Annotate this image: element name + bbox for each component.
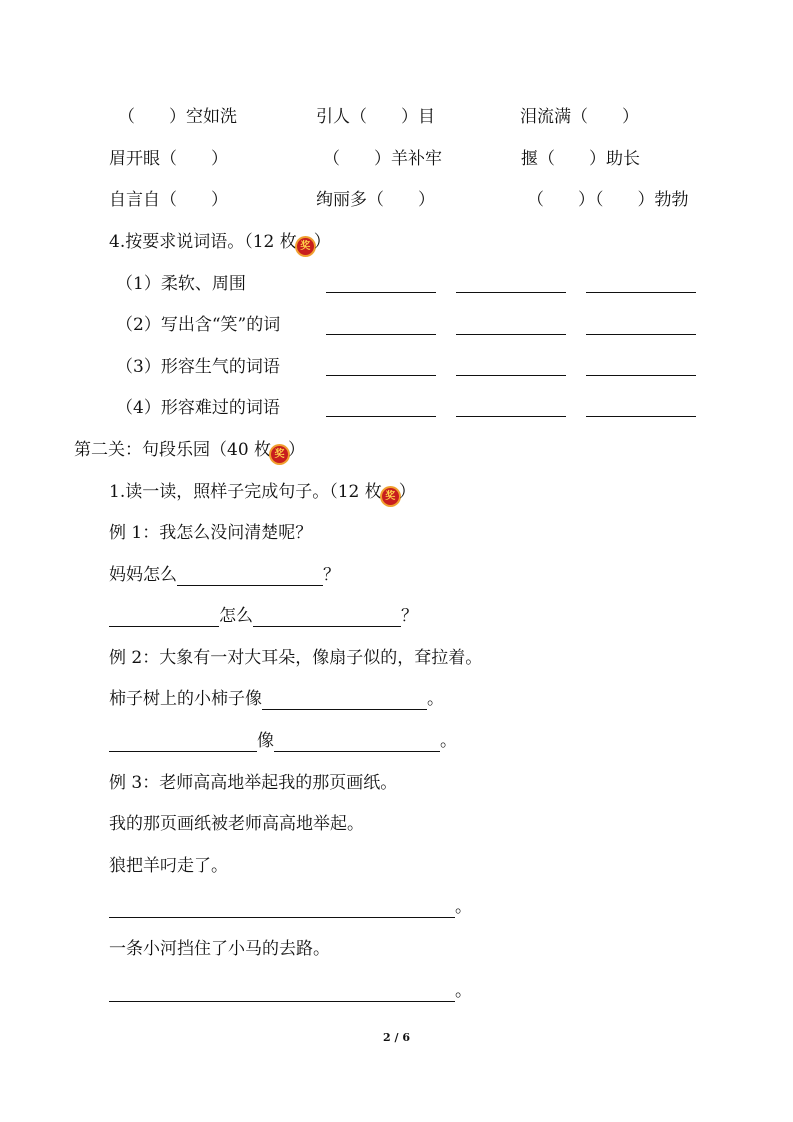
q4-item-1-blank-3[interactable] <box>586 292 696 293</box>
ex2-b-mid: 像 <box>257 731 274 751</box>
award-medal-icon: 奖 <box>271 446 288 463</box>
ex3-sentence-1: 狼把羊叼走了。 <box>109 856 228 876</box>
award-medal-icon: 奖 <box>382 488 399 505</box>
q4-item-4: （4）形容难过的词语 <box>116 398 280 418</box>
q4-item-4-blank-3[interactable] <box>586 416 696 417</box>
ex2-a-prefix: 柿子树上的小柿子像 <box>109 689 262 709</box>
idiom-2-3: 揠（ ）助长 <box>521 149 640 169</box>
ex2-a-suffix: 。 <box>427 689 444 709</box>
ex3-answer-2 <box>109 980 472 1002</box>
idiom-3-2: 绚丽多（ ） <box>316 190 435 210</box>
idiom-1-1: （ ）空如洗 <box>118 107 237 127</box>
q4-item-2: （2）写出含“笑”的词 <box>116 315 281 335</box>
q4-item-2-blank-1[interactable] <box>326 334 436 335</box>
example-3: 例 3：老师高高地举起我的那页画纸。 <box>109 773 398 793</box>
q4-title-close: ） <box>313 232 331 252</box>
q4-title <box>109 231 331 255</box>
section-2-title <box>74 439 305 463</box>
q4-item-3-blank-1[interactable] <box>326 375 436 376</box>
q4-item-1-blank-2[interactable] <box>456 292 566 293</box>
ex3-answer-1-suffix: 。 <box>455 897 472 917</box>
ex2-answer-a <box>109 688 444 710</box>
ex1-answer-a <box>109 564 340 586</box>
ex3-answer-2-suffix: 。 <box>455 981 472 1001</box>
q4-item-1: （1）柔软、周围 <box>116 274 246 294</box>
section-2-title-close: ） <box>288 440 306 460</box>
ex3-answer-2-blank[interactable] <box>109 983 455 1002</box>
q4-item-3-blank-2[interactable] <box>456 375 566 376</box>
award-medal-icon: 奖 <box>297 238 314 255</box>
q4-item-1-blank-1[interactable] <box>326 292 436 293</box>
idiom-2-1: 眉开眼（ ） <box>109 149 228 169</box>
q1-title <box>109 481 416 505</box>
ex3-sentence-2: 一条小河挡住了小马的去路。 <box>109 939 330 959</box>
q4-item-4-blank-2[interactable] <box>456 416 566 417</box>
idiom-3-1: 自言自（ ） <box>109 190 228 210</box>
ex1-a-blank[interactable] <box>177 567 323 586</box>
idiom-1-2: 引人（ ）目 <box>316 107 435 127</box>
ex1-a-suffix: ？ <box>323 565 340 585</box>
ex3-answer-1-blank[interactable] <box>109 899 455 918</box>
example-1: 例 1：我怎么没问清楚呢？ <box>109 523 313 543</box>
page-number: 2 / 6 <box>383 1031 410 1044</box>
q1-title-text: 1.读一读，照样子完成句子。（12 枚 <box>109 482 382 502</box>
ex1-a-prefix: 妈妈怎么 <box>109 565 177 585</box>
ex2-b-blank-2[interactable] <box>274 733 440 752</box>
idiom-2-2: （ ）羊补牢 <box>323 149 442 169</box>
q4-title-text: 4.按要求说词语。（12 枚 <box>109 232 297 252</box>
ex2-a-blank[interactable] <box>262 691 427 710</box>
example-2: 例 2：大象有一对大耳朵，像扇子似的，耷拉着。 <box>109 648 483 668</box>
ex1-b-blank-1[interactable] <box>109 608 219 627</box>
example-3-model: 我的那页画纸被老师高高地举起。 <box>109 814 364 834</box>
q1-title-close: ） <box>398 482 416 502</box>
ex1-b-blank-2[interactable] <box>253 608 401 627</box>
idiom-3-3: （ ）（ ）勃勃 <box>527 190 689 210</box>
ex1-b-suffix: ？ <box>401 606 418 626</box>
ex3-answer-1 <box>109 896 472 918</box>
q4-item-4-blank-1[interactable] <box>326 416 436 417</box>
q4-item-2-blank-2[interactable] <box>456 334 566 335</box>
q4-item-2-blank-3[interactable] <box>586 334 696 335</box>
ex1-b-mid: 怎么 <box>219 606 253 626</box>
q4-item-3-blank-3[interactable] <box>586 375 696 376</box>
ex2-b-blank-1[interactable] <box>109 733 257 752</box>
ex2-answer-b <box>109 730 457 752</box>
ex1-answer-b <box>109 605 418 627</box>
idiom-1-3: 泪流满（ ） <box>520 107 639 127</box>
section-2-title-text: 第二关：句段乐园（40 枚 <box>74 440 272 460</box>
q4-item-3: （3）形容生气的词语 <box>116 357 280 377</box>
ex2-b-suffix: 。 <box>440 731 457 751</box>
